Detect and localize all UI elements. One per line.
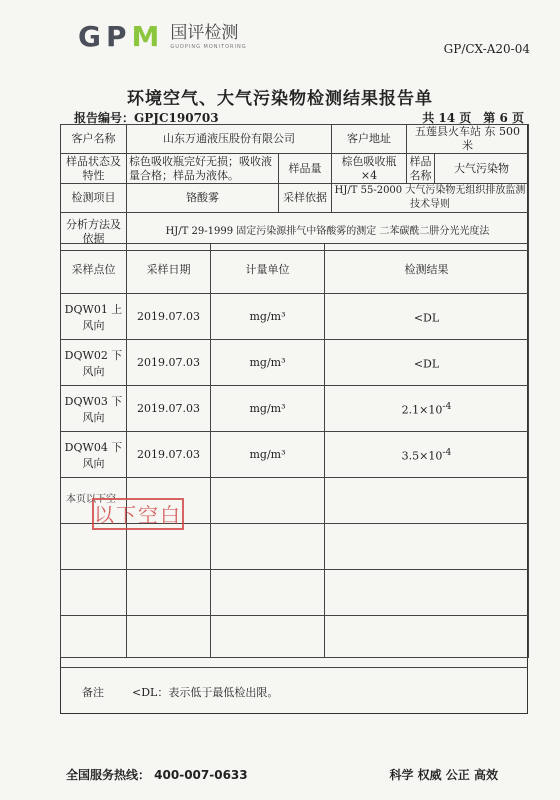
row-result: $2.1\times 10^{-4}$ [325,386,529,432]
test-item-label: 检测项目 [61,184,127,213]
sample-name: 大气污染物 [435,154,529,184]
logo-subtitle: GUOPING MONITORING [170,44,247,50]
header-sampling-point: 采样点位 [61,244,127,294]
table-row [61,340,529,386]
client-address: 五莲县火车站 东 500 米 [407,125,529,154]
note-text: <DL：表示低于最低检出限。 [132,686,279,699]
method-label: 分析方法及依据 [61,213,127,251]
row-unit: mg/m³ [211,294,325,340]
test-item: 铬酸雾 [127,184,279,213]
row-point: DQW01 上风向 [61,294,127,340]
page-info: 共 14 页 第 6 页 [422,111,524,125]
row-result: <DL [325,340,529,386]
note-row [60,667,528,715]
row-date: 2019.07.03 [127,386,211,432]
document-code: GP/CX-A20-04 [443,42,530,56]
company-logo [78,22,247,52]
sample-state: 棕色吸收瓶完好无损；吸收液量合格；样品为液体。 [127,154,279,184]
method: HJ/T 29-1999 固定污染源排气中铬酸雾的测定 二苯碳酰二肼分光光度法 [127,213,529,251]
logo-letters-gp: GP [78,20,132,53]
row-result: $3.5\times 10^{-4}$ [325,432,529,478]
sample-qty: 棕色吸收瓶×4 [332,154,407,184]
note-label: 备注 [82,686,104,699]
service-hotline: 全国服务热线： 400-007-0633 [66,768,248,782]
row-date: 2019.07.03 [127,340,211,386]
header-result: 检测结果 [325,244,529,294]
row-result: <DL [325,294,529,340]
row-point: DQW02 下风向 [61,340,127,386]
client-address-label: 客户地址 [332,125,407,154]
table-row [61,294,529,340]
row-unit: mg/m³ [211,432,325,478]
client-name-label: 客户名称 [61,125,127,154]
row-unit: mg/m³ [211,340,325,386]
slogan: 科学 权威 公正 高效 [389,768,498,782]
sample-state-label: 样品状态及特性 [61,154,127,184]
report-title: 环境空气、大气污染物检测结果报告单 [127,89,433,109]
table-row-empty [61,524,529,570]
row-unit: mg/m³ [211,386,325,432]
table-row-empty [61,570,529,616]
logo-letters [78,22,164,52]
report-number-value: GPJC190703 [134,111,219,125]
blank-below-note: 本页以下空 [66,494,116,505]
info-table [60,124,529,251]
row-date: 2019.07.03 [127,432,211,478]
row-point: DQW03 下风向 [61,386,127,432]
logo-chinese-name: 国评检测 [170,23,239,43]
sample-name-label: 样品名称 [407,154,435,184]
sample-qty-label: 样品量 [279,154,332,184]
table-row [61,432,529,478]
sampling-basis: HJ/T 55-2000 大气污染物无组织排放监测技术导则 [332,184,529,213]
logo-letters-m: M [131,20,165,53]
row-point: DQW04 下风向 [61,432,127,478]
blank-stamp: 以下空白 [92,498,184,530]
header-unit: 计量单位 [211,244,325,294]
row-date: 2019.07.03 [127,294,211,340]
sampling-basis-label: 采样依据 [279,184,332,213]
client-name: 山东万通液压股份有限公司 [127,125,332,154]
results-table [60,243,529,658]
table-row-empty [61,616,529,658]
table-row [61,386,529,432]
header-sampling-date: 采样日期 [127,244,211,294]
report-number-label: 报告编号： [74,111,135,125]
